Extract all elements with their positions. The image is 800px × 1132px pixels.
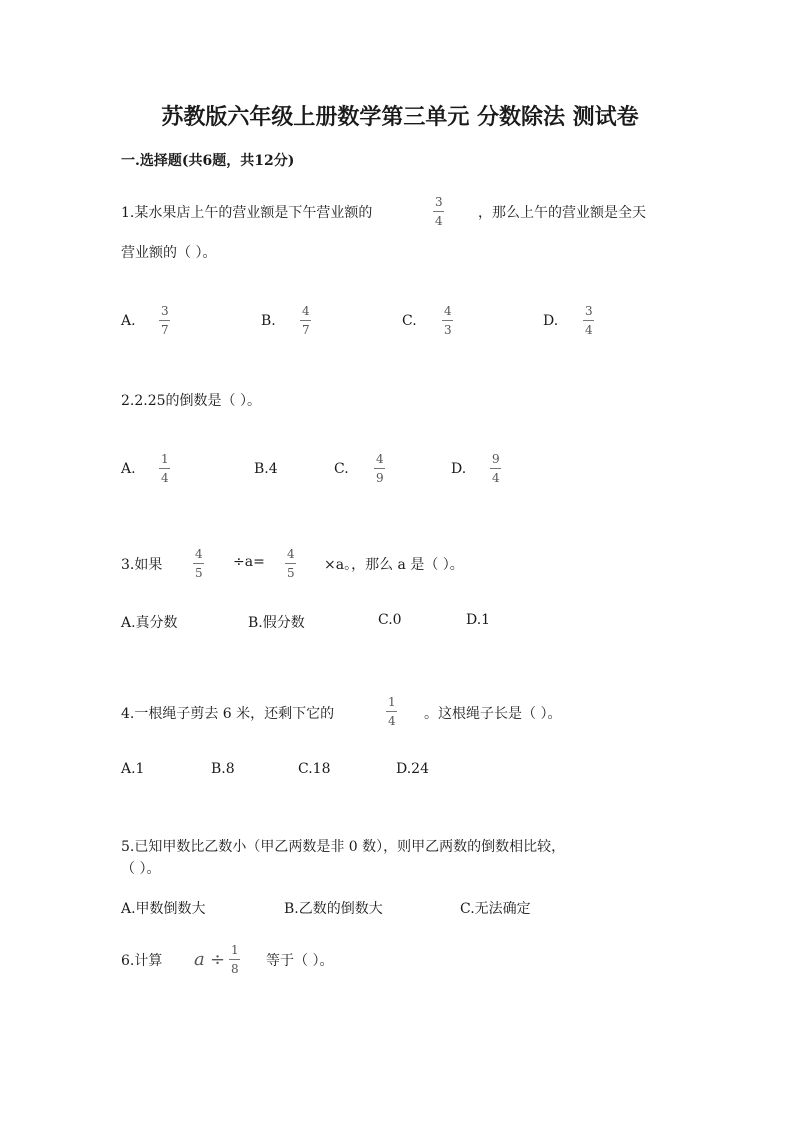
- fraction-denominator: 5: [195, 566, 203, 580]
- q1-option-c-label[interactable]: C.: [402, 313, 417, 329]
- page-title: 苏教版六年级上册数学第三单元 分数除法 测试卷: [161, 104, 639, 130]
- fraction-denominator: 7: [161, 323, 169, 337]
- question-6-text-b: 等于（ ）。: [266, 953, 334, 969]
- q1-option-b-fraction: [300, 305, 312, 336]
- q2-option-d-label[interactable]: D.: [451, 461, 467, 477]
- section-heading: 一.选择题(共6题，共12分): [121, 153, 295, 169]
- q1-option-b-label[interactable]: B.: [261, 313, 276, 329]
- q2-option-c-label[interactable]: C.: [334, 461, 349, 477]
- q1-option-a-fraction: [159, 305, 171, 336]
- q1-option-c-fraction: [442, 305, 454, 336]
- q4-option-a[interactable]: A.1: [121, 761, 145, 777]
- q1-option-d-fraction: [583, 305, 595, 336]
- fraction-denominator: 5: [287, 566, 295, 580]
- q2-option-a-label[interactable]: A.: [121, 461, 136, 477]
- question-1-fraction: [433, 196, 445, 227]
- question-6-text-a: 6.计算: [121, 953, 163, 969]
- question-2-text: 2.2.25的倒数是（ ）。: [121, 393, 261, 409]
- q3-option-a[interactable]: A.真分数: [121, 615, 178, 631]
- fraction-numerator: 3: [161, 304, 169, 318]
- q5-option-b[interactable]: B.乙数的倒数大: [284, 901, 383, 917]
- q3-option-d[interactable]: D.1: [466, 612, 491, 628]
- q2-option-a-fraction: [159, 453, 171, 484]
- fraction-numerator: 4: [444, 304, 452, 318]
- fraction-numerator: 3: [585, 304, 593, 318]
- q3-option-b[interactable]: B.假分数: [248, 615, 305, 631]
- fraction-denominator: 3: [444, 323, 452, 337]
- fraction-denominator: 4: [585, 323, 593, 337]
- question-4-text-a: 4.一根绳子剪去 6 米，还剩下它的: [121, 706, 335, 722]
- question-4-fraction: [386, 696, 398, 727]
- q5-option-c[interactable]: C.无法确定: [460, 901, 531, 917]
- fraction-numerator: 3: [435, 195, 443, 209]
- fraction-denominator: 4: [435, 214, 443, 228]
- q1-option-d-label[interactable]: D.: [543, 313, 559, 329]
- fraction-numerator: 4: [376, 452, 384, 466]
- fraction-numerator: 4: [287, 547, 295, 561]
- fraction-denominator: 4: [388, 714, 396, 728]
- question-5-text-line2: （ ）。: [121, 861, 161, 877]
- question-3-text-b: ÷a=: [233, 554, 265, 570]
- q5-option-a[interactable]: A.甲数倒数大: [121, 901, 206, 917]
- fraction-numerator: 1: [161, 452, 169, 466]
- fraction-numerator: 4: [302, 304, 310, 318]
- q2-option-c-fraction: [374, 453, 386, 484]
- question-3-fraction-1: [193, 548, 205, 579]
- question-4-text-b: 。这根绳子长是（ ）。: [424, 706, 562, 722]
- fraction-numerator: 1: [231, 943, 239, 957]
- question-3-fraction-2: [285, 548, 297, 579]
- q2-option-b[interactable]: B.4: [254, 461, 278, 477]
- fraction-numerator: 9: [492, 452, 500, 466]
- math-variable: a: [194, 949, 205, 970]
- q1-option-a-label[interactable]: A.: [121, 313, 136, 329]
- fraction-denominator: 8: [231, 962, 239, 976]
- fraction-numerator: 1: [388, 695, 396, 709]
- fraction-denominator: 9: [376, 471, 384, 485]
- question-3-text-a: 3.如果: [121, 557, 163, 573]
- q4-option-d[interactable]: D.24: [396, 761, 429, 777]
- question-1-text-b: ，那么上午的营业额是全天: [478, 205, 646, 221]
- question-3-text-c: ×a。，那么 a 是（ ）。: [324, 557, 464, 573]
- fraction-numerator: 4: [195, 547, 203, 561]
- q4-option-c[interactable]: C.18: [298, 761, 331, 777]
- question-5-text-line1: 5.已知甲数比乙数小（甲乙两数是非 0 数），则甲乙两数的倒数相比较，: [121, 839, 566, 855]
- fraction-denominator: 4: [492, 471, 500, 485]
- fraction-denominator: 7: [302, 323, 310, 337]
- question-1-text-a: 1.某水果店上午的营业额是下午营业额的: [121, 205, 373, 221]
- question-1-text-line2: 营业额的（ ）。: [121, 245, 217, 261]
- q3-option-c[interactable]: C.0: [378, 612, 402, 628]
- q2-option-d-fraction: [490, 453, 502, 484]
- question-6-fraction: [229, 944, 241, 975]
- fraction-denominator: 4: [161, 471, 169, 485]
- q4-option-b[interactable]: B.8: [211, 761, 235, 777]
- divide-sign: ÷: [210, 949, 226, 970]
